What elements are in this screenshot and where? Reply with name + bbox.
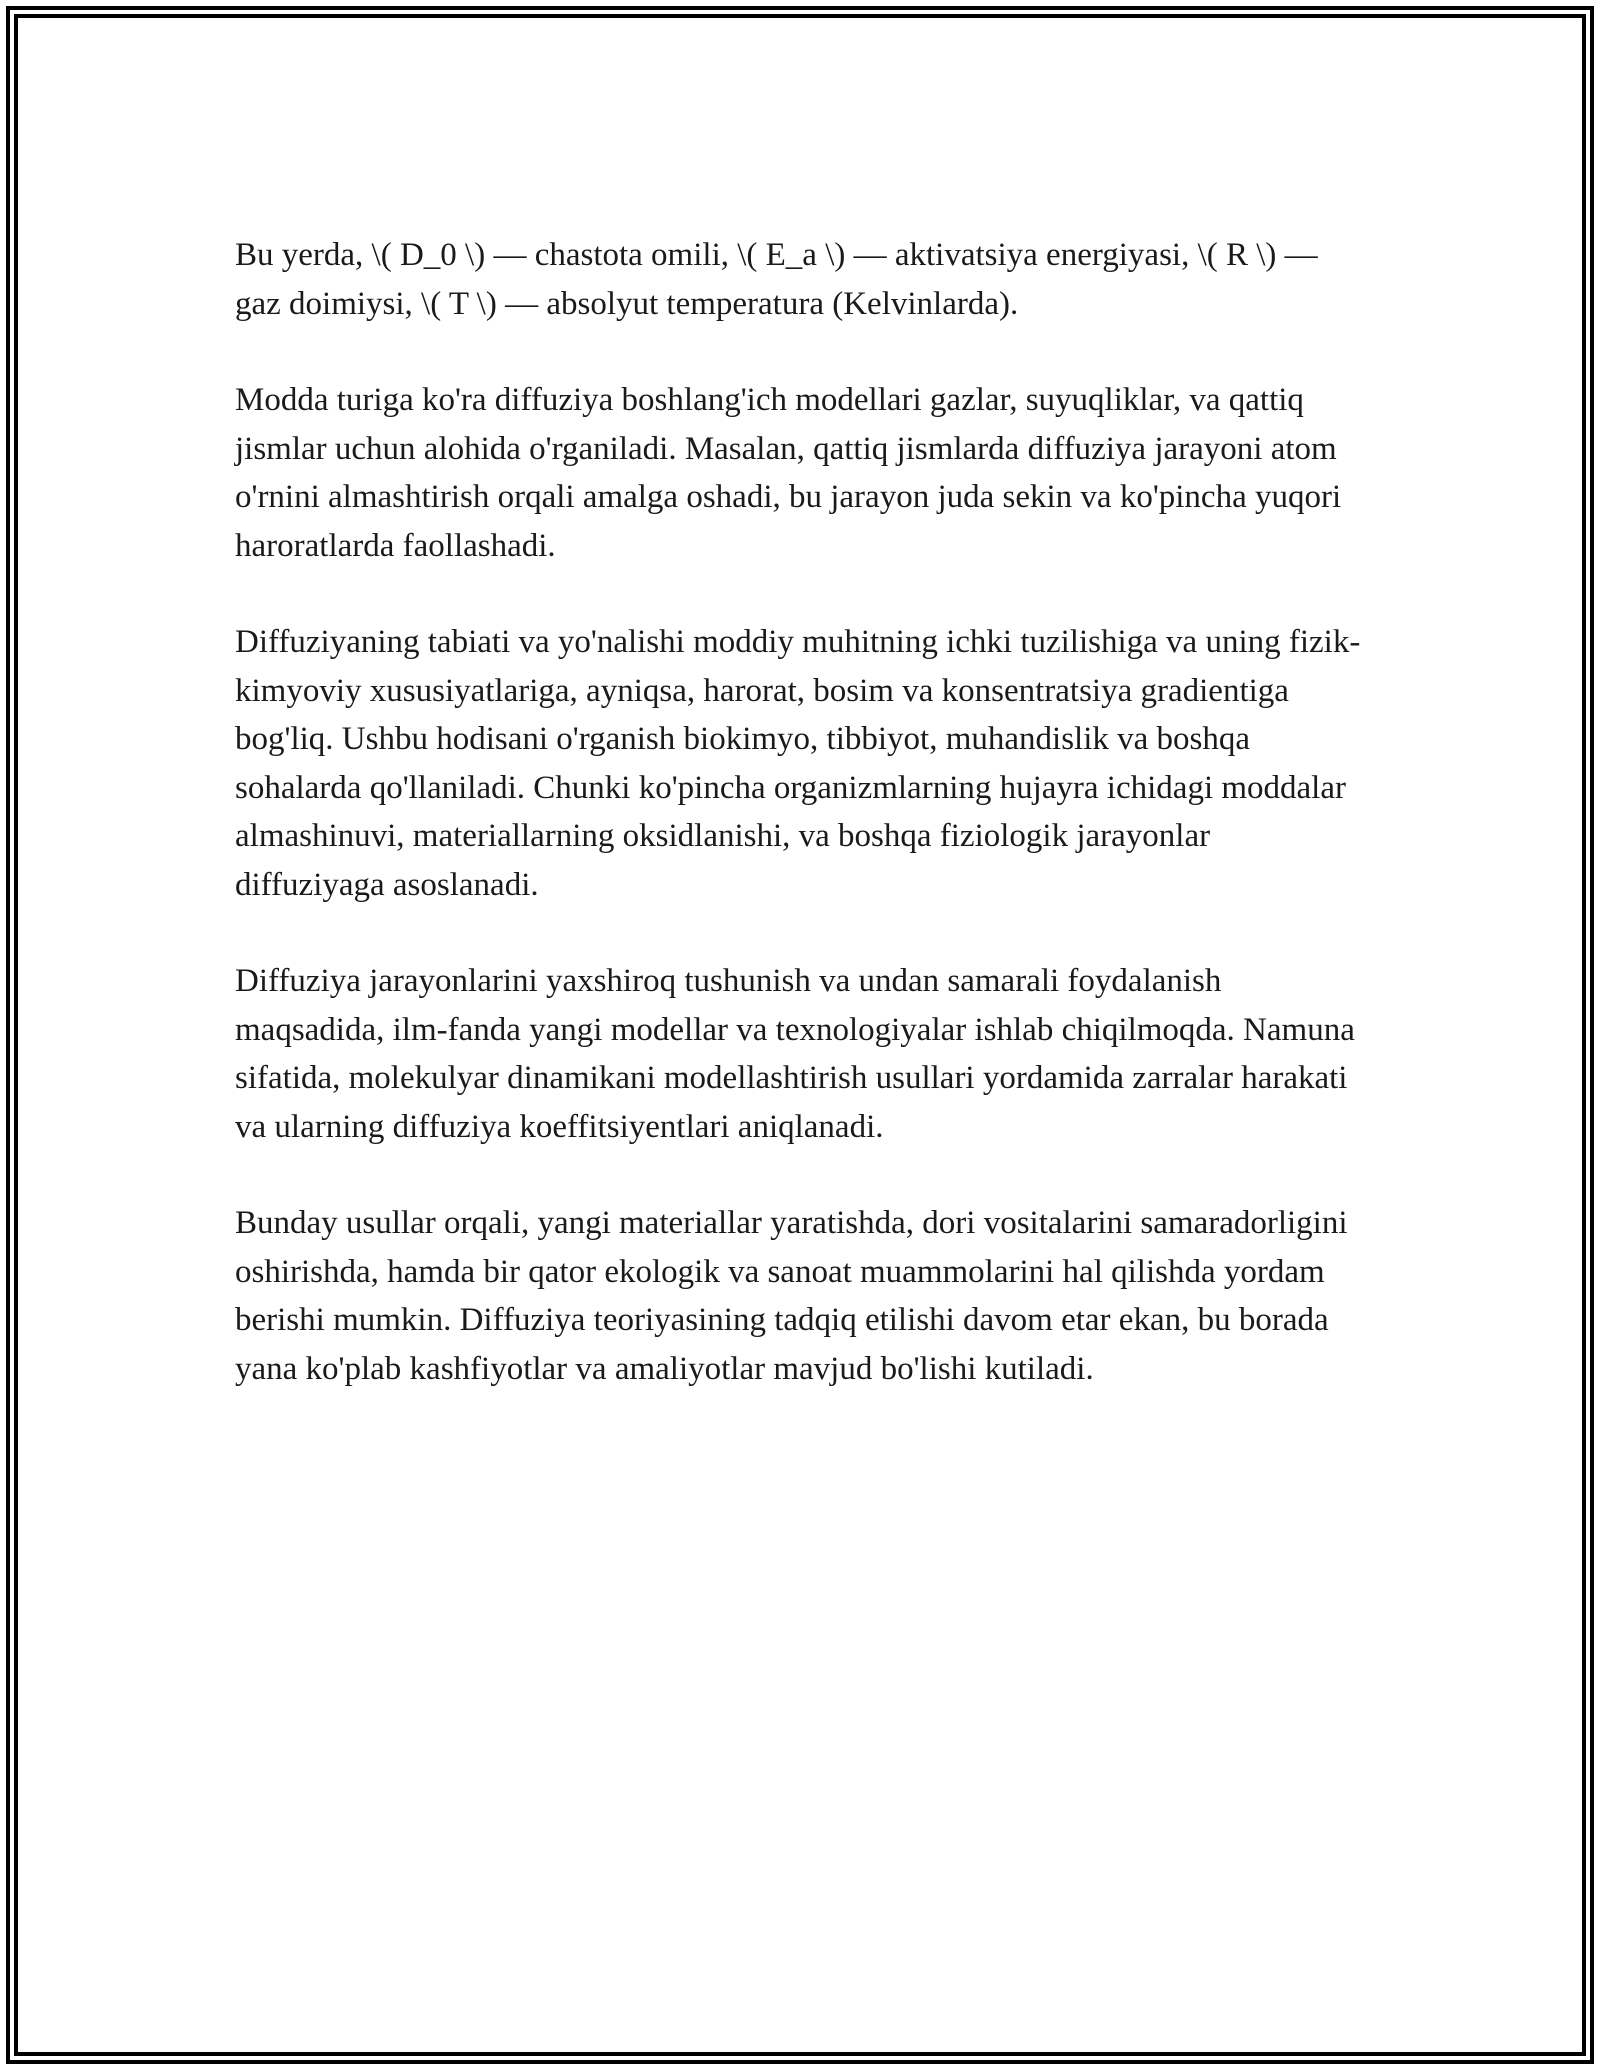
paragraph-applications: Bunday usullar orqali, yangi materiallar yaratishda, dori vositalarini samaradorligini oshirishda, hamda bir qator ekologik va sanoat muammolarini hal qilishda yordam berishi mumkin. Diffuziya teoriyasining tadqiq etilishi davom etar ekan, bu borada yana ko'plab kashfiyotlar va amaliyotlar mavjud bo'lishi kutiladi. (235, 1205, 1348, 1387)
document-body (235, 231, 1365, 1441)
paragraph-diffusion-nature: Diffuziyaning tabiati va yo'nalishi moddiy muhitning ichki tuzilishiga va uning fizik-kimyoviy xususiyatlariga, ayniqsa, harorat, bosim va konsentratsiya gradientiga bog'liq. Ushbu hodisani o'rganish biokimyo, tibbiyot, muhandislik va boshqa sohalarda qo'llaniladi. Chunki ko'pincha organizmlarning hujayra ichidagi moddalar almashinuvi, materiallarning oksidlanishi, va boshqa fiziologik jarayonlar diffuziyaga asoslanadi. (235, 624, 1361, 903)
paragraph-diffusion-models: Modda turiga ko'ra diffuziya boshlang'ich modellari gazlar, suyuqliklar, va qattiq jismlar uchun alohida o'rganiladi. Masalan, qattiq jismlarda diffuziya jarayoni atom o'rnini almashtirish orqali amalga oshadi, bu jarayon juda sekin va ko'pincha yuqori haroratlarda faollashadi. (235, 382, 1342, 564)
paragraph-diffusion-research: Diffuziya jarayonlarini yaxshiroq tushunish va undan samarali foydalanish maqsadida, ilm-fanda yangi modellar va texnologiyalar ishlab chiqilmoqda. Namuna sifatida, molekulyar dinamikani modellashtirish usullari yordamida zarralar harakati va ularning diffuziya koeffitsiyentlari aniqlanadi. (235, 963, 1355, 1145)
paragraph-constants-definition: Bu yerda, \( D_0 \) — chastota omili, \( E_a \) — aktivatsiya energiyasi, \( R \) — gaz doimiysi, \( T \) — absolyut temperatura (Kelvinlarda). (235, 237, 1318, 322)
